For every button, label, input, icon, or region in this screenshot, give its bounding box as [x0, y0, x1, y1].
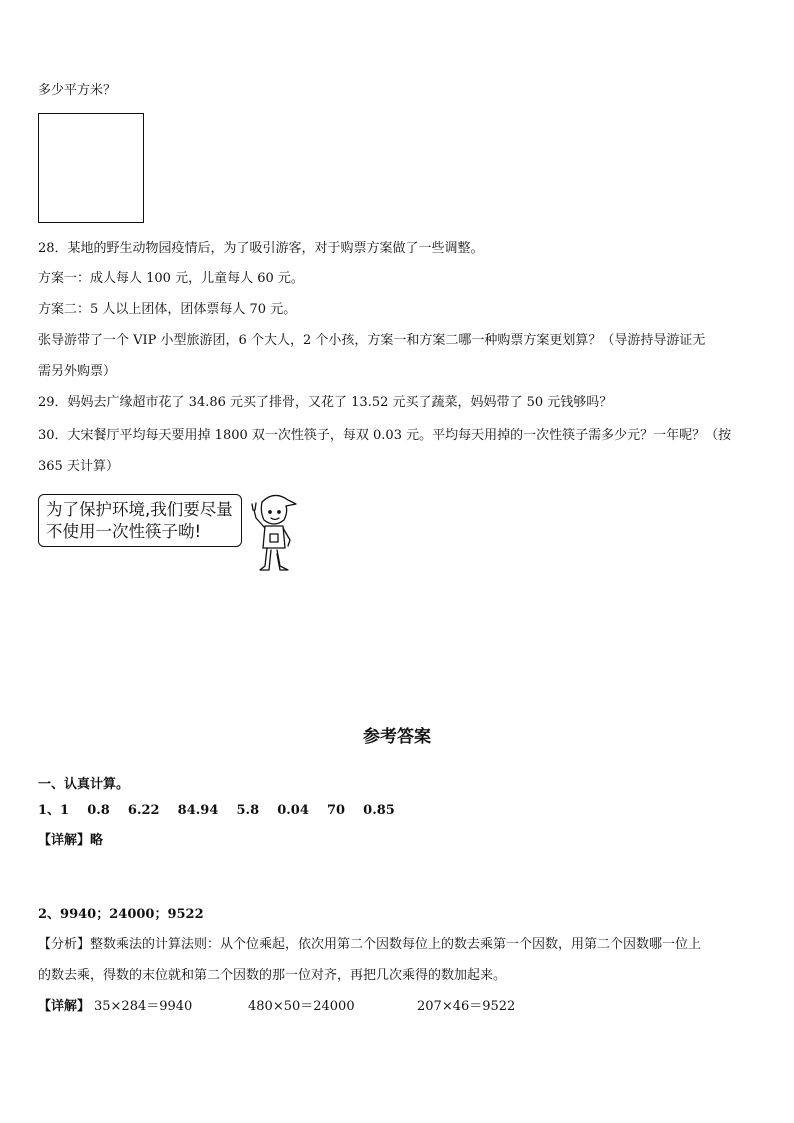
q29-text: 29．妈妈去广缘超市花了 34.86 元买了排骨，又花了 13.52 元买了蔬菜，妈妈带了 50 元钱够吗？ — [38, 395, 613, 410]
answers-title: 参考答案 — [363, 727, 431, 747]
bubble-line1: 为了保护环境,我们要尽量 — [46, 500, 233, 519]
q28-line4: 张导游带了一个 VIP 小型旅游团，6 个大人，2 个小孩，方案一和方案二哪一种购票方案更划算？（导游持导游证无 — [38, 333, 706, 348]
answers-section1: 一、认真计算。 — [38, 777, 130, 792]
q28-line1: 28．某地的野生动物园疫情后，为了吸引游客，对于购票方案做了一些调整。 — [38, 241, 484, 256]
q30-line2: 365 天计算） — [38, 459, 119, 474]
answer-2-analysis-1: 【分析】整数乘法的计算法则：从个位乘起，依次用第二个因数每位上的数去乘第一个因数，用第二个因数哪一位上 — [38, 937, 702, 952]
answer-2-detail-label: 【详解】 — [38, 999, 91, 1014]
q30-line1: 30．大宋餐厅平均每天要用掉 1800 双一次性筷子，每双 0.03 元。平均每天用掉的一次性筷子需多少元？一年呢？（按 — [38, 428, 732, 443]
bubble-line2: 不使用一次性筷子呦! — [46, 522, 202, 541]
calc-3: 207×46＝9522 — [417, 999, 516, 1014]
calc-1: 35×284＝9940 — [94, 999, 193, 1014]
q28-plan1: 方案一：成人每人 100 元，儿童每人 60 元。 — [38, 271, 304, 286]
answer-2: 2、9940；24000；9522 — [38, 907, 204, 922]
answer-2-analysis-2: 的数去乘，得数的末位就和第二个因数的那一位对齐，再把几次乘得的数加起来。 — [38, 968, 507, 983]
calc-2: 480×50＝24000 — [248, 999, 355, 1014]
boy-cartoon-icon — [244, 488, 304, 576]
answer-1-detail: 【详解】略 — [38, 833, 104, 848]
q28-plan2: 方案二：5 人以上团体，团体票每人 70 元。 — [38, 302, 297, 317]
q28-line5: 需另外购票） — [38, 364, 117, 379]
square-figure — [38, 113, 144, 223]
question-continuation: 多少平方米？ — [38, 83, 117, 98]
answer-1: 1、1 0.8 6.22 84.94 5.8 0.04 70 0.85 — [38, 803, 395, 818]
